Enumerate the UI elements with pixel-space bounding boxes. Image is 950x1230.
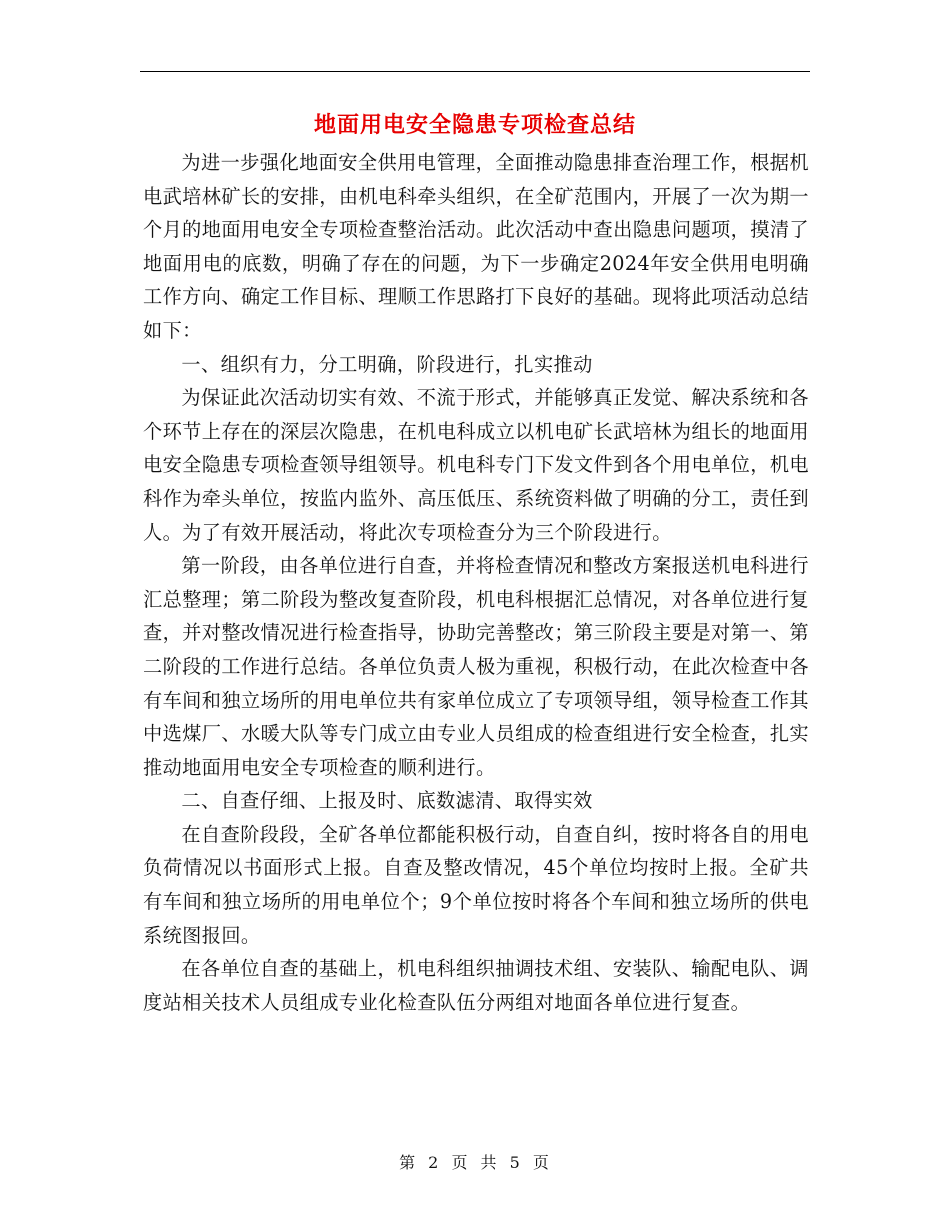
paragraph-self-check: 在自查阶段段，全矿各单位都能积极行动，自查自纠，按时将各自的用电负荷情况以书面形式上报。自查及整改情况，45个单位均按时上报。全矿共有车间和独立场所的用电单位个；9个单位按时将各个车间和独立场所的供电系统图报回。 bbox=[143, 822, 809, 947]
section-heading-2: 二、自查仔细、上报及时、底数滤清、取得实效 bbox=[181, 789, 593, 813]
paragraph-recheck: 在各单位自查的基础上，机电科组织抽调技术组、安装队、输配电队、调度站相关技术人员组成专业化检查队伍分两组对地面各单位进行复查。 bbox=[143, 957, 809, 1014]
document-title: 地面用电安全隐患专项检查总结 bbox=[313, 112, 636, 138]
header-rule bbox=[140, 71, 810, 72]
document-body bbox=[143, 146, 809, 1019]
paragraph-intro: 为进一步强化地面安全供用电管理，全面推动隐患排查治理工作，根据机电武培林矿长的安排，由机电科牵头组织，在全矿范围内，开展了一次为期一个月的地面用电安全专项检查整治活动。此次活动中查出隐患问题项，摸清了地面用电的底数，明确了存在的问题，为下一步确定2024年安全供用电明确工作方向、确定工作目标、理顺工作思路打下良好的基础。现将此项活动总结如下： bbox=[143, 151, 809, 342]
paragraph-organization: 为保证此次活动切实有效、不流于形式，并能够真正发觉、解决系统和各个环节上存在的深层次隐患，在机电科成立以机电矿长武培林为组长的地面用电安全隐患专项检查领导组领导。机电科专门下发文件到各个用电单位，机电科作为牵头单位，按监内监外、高压低压、系统资料做了明确的分工，责任到人。为了有效开展活动，将此次专项检查分为三个阶段进行。 bbox=[143, 386, 809, 544]
section-heading-1: 一、组织有力，分工明确，阶段进行，扎实推动 bbox=[181, 352, 593, 376]
page-number: 第 2 页 共 5 页 bbox=[399, 1153, 551, 1172]
paragraph-stages: 第一阶段，由各单位进行自查，并将检查情况和整改方案报送机电科进行汇总整理；第二阶段为整改复查阶段，机电科根据汇总情况，对各单位进行复查，并对整改情况进行检查指导，协助完善整改；第三阶段主要是对第一、第二阶段的工作进行总结。各单位负责人极为重视，积极行动，在此次检查中各有车间和独立场所的用电单位共有家单位成立了专项领导组，领导检查工作其中选煤厂、水暖大队等专门成立由专业人员组成的检查组进行安全检查，扎实推动地面用电安全专项检查的顺利进行。 bbox=[143, 554, 809, 779]
